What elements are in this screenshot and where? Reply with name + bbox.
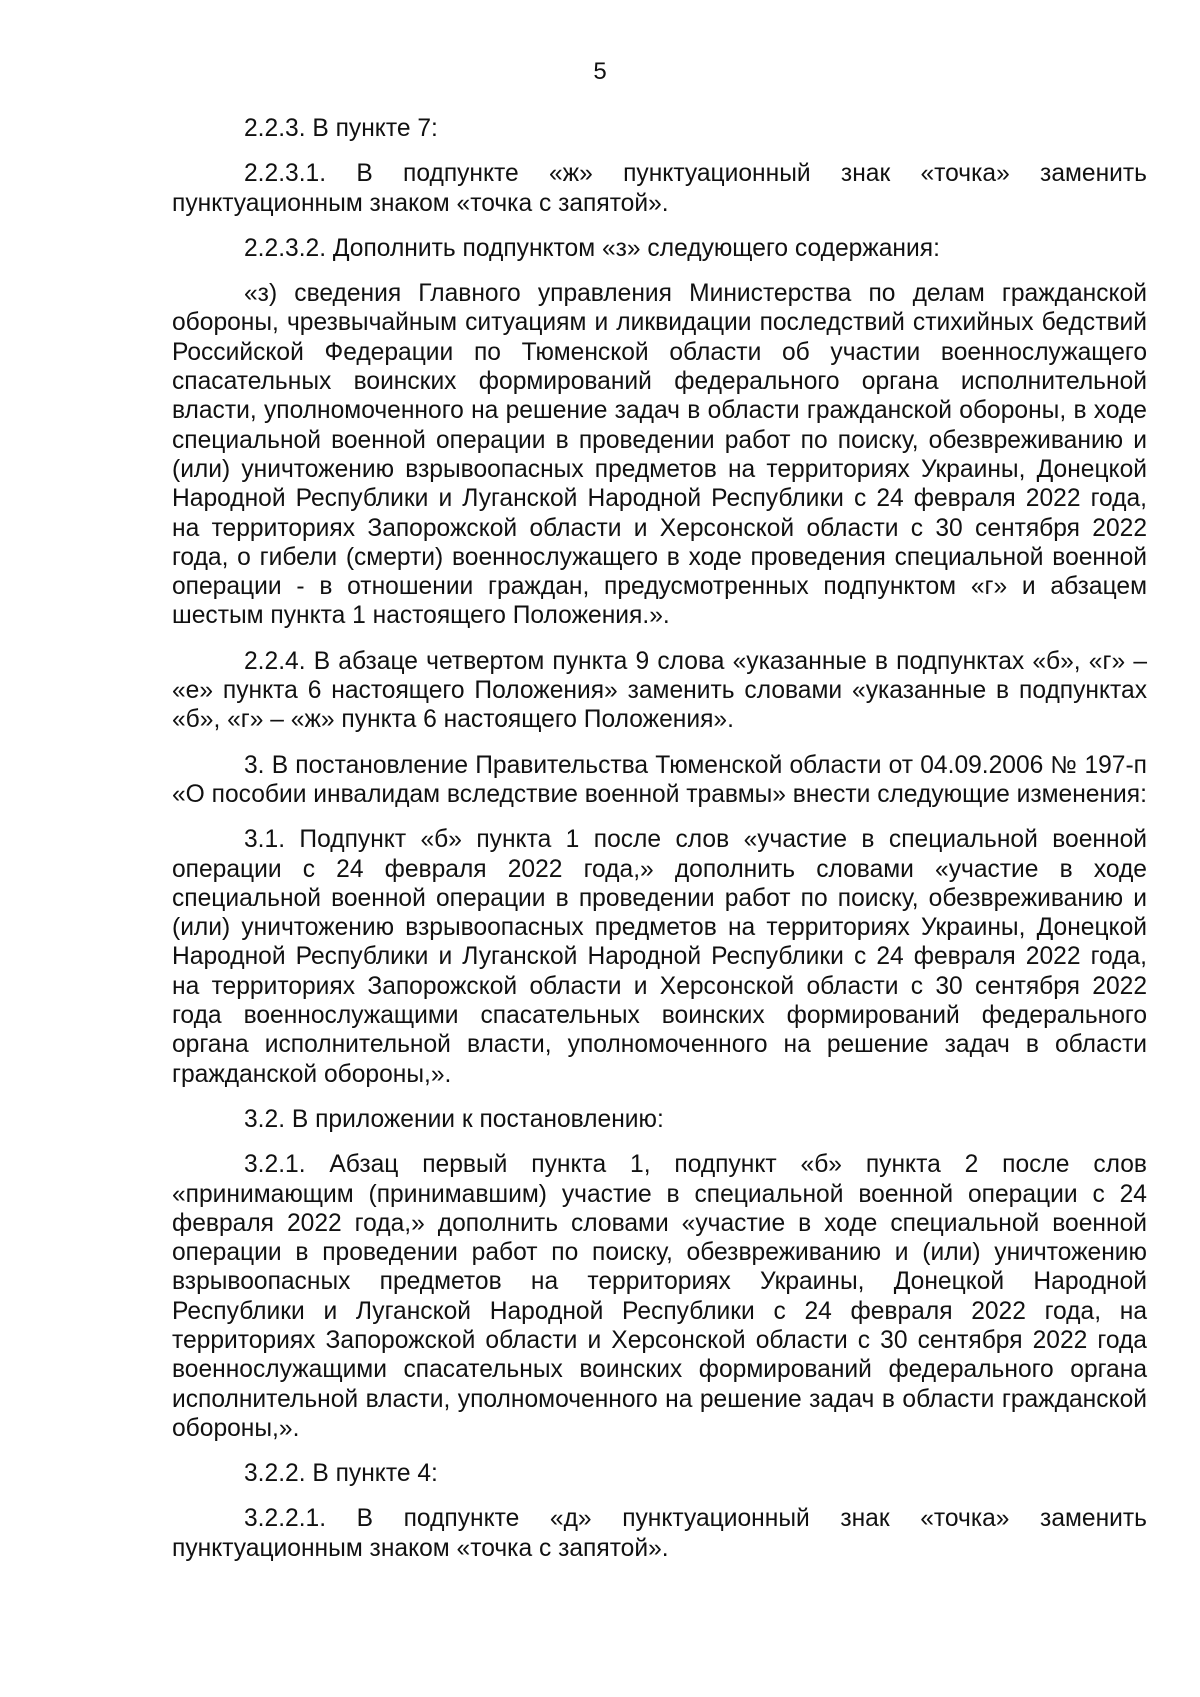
paragraph-3-2-2: 3.2.2. В пункте 4: — [244, 1460, 438, 1488]
paragraph-subpoint-z: «з) сведения Главного управления Министерства по делам гражданской обороны, чрезвычайным ситуациям и ликвидации последствий стихийных бедствий Российской Федерации по Тюменской области об участии военнослужащего спасательных воинских формирований федерального органа исполнительной власти, уполномоченного на решение задач в области гражданской обороны, в ходе специальной военной операции в проведении работ по поиску, обезвреживанию и (или) уничтожению взрывоопасных предметов на территориях Украины, Донецкой Народной Республики и Луганской Народной Республики с 24 февраля 2022 года, на территориях Запорожской области и Херсонской области с 30 сентября 2022 года, о гибели (смерти) военнослужащего в ходе проведения специальной военной операции - в отношении граждан, предусмотренных подпунктом «г» и абзацем шестым пункта 1 настоящего Положения.». — [172, 280, 1147, 630]
paragraph-3-2-2-1: 3.2.2.1. В подпункте «д» пунктуационный знак «точка» заменить пунктуационным знаком «точка с запятой». — [172, 1505, 1147, 1562]
paragraph-2-2-3-2: 2.2.3.2. Дополнить подпунктом «з» следующего содержания: — [244, 234, 940, 262]
paragraph-3-1: 3.1. Подпункт «б» пункта 1 после слов «участие в специальной военной операции с 24 февраля 2022 года,» дополнить словами «участие в ходе специальной военной операции в проведении работ по поиску, обезвреживанию и (или) уничтожению взрывоопасных предметов на территориях Украины, Донецкой Народной Республики и Луганской Народной Республики с 24 февраля 2022 года, на территориях Запорожской области и Херсонской области с 30 сентября 2022 года военнослужащими спасательных воинских формирований федерального органа исполнительной власти, уполномоченного на решение задач в области гражданской обороны,». — [172, 826, 1147, 1088]
paragraph-3-2: 3.2. В приложении к постановлению: — [244, 1105, 664, 1133]
paragraph-3: 3. В постановление Правительства Тюменской области от 04.09.2006 № 197-п «О пособии инвалидам вследствие военной травмы» внести следующие изменения: — [172, 751, 1147, 808]
document-body — [172, 114, 1147, 1579]
paragraph-2-2-3-1: 2.2.3.1. В подпункте «ж» пунктуационный знак «точка» заменить пунктуационным знаком «точка с запятой». — [172, 160, 1147, 217]
paragraph-3-2-1: 3.2.1. Абзац первый пункта 1, подпункт «б» пункта 2 после слов «принимающим (принимавшим) участие в специальной военной операции с 24 февраля 2022 года,» дополнить словами «участие в ходе специальной военной операции в проведении работ по поиску, обезвреживанию и (или) уничтожению взрывоопасных предметов на территориях Украины, Донецкой Народной Республики и Луганской Народной Республики с 24 февраля 2022 года, на территориях Запорожской области и Херсонской области с 30 сентября 2022 года военнослужащими спасательных воинских формирований федерального органа исполнительной власти, уполномоченного на решение задач в области гражданской обороны,». — [172, 1151, 1147, 1442]
page-number: 5 — [593, 58, 607, 85]
paragraph-2-2-3: 2.2.3. В пункте 7: — [244, 115, 438, 142]
paragraph-2-2-4: 2.2.4. В абзаце четвертом пункта 9 слова «указанные в подпунктах «б», «г» – «е» пункта 6 настоящего Положения» заменить словами «указанные в подпунктах «б», «г» – «ж» пункта 6 настоящего Положения». — [172, 647, 1147, 734]
